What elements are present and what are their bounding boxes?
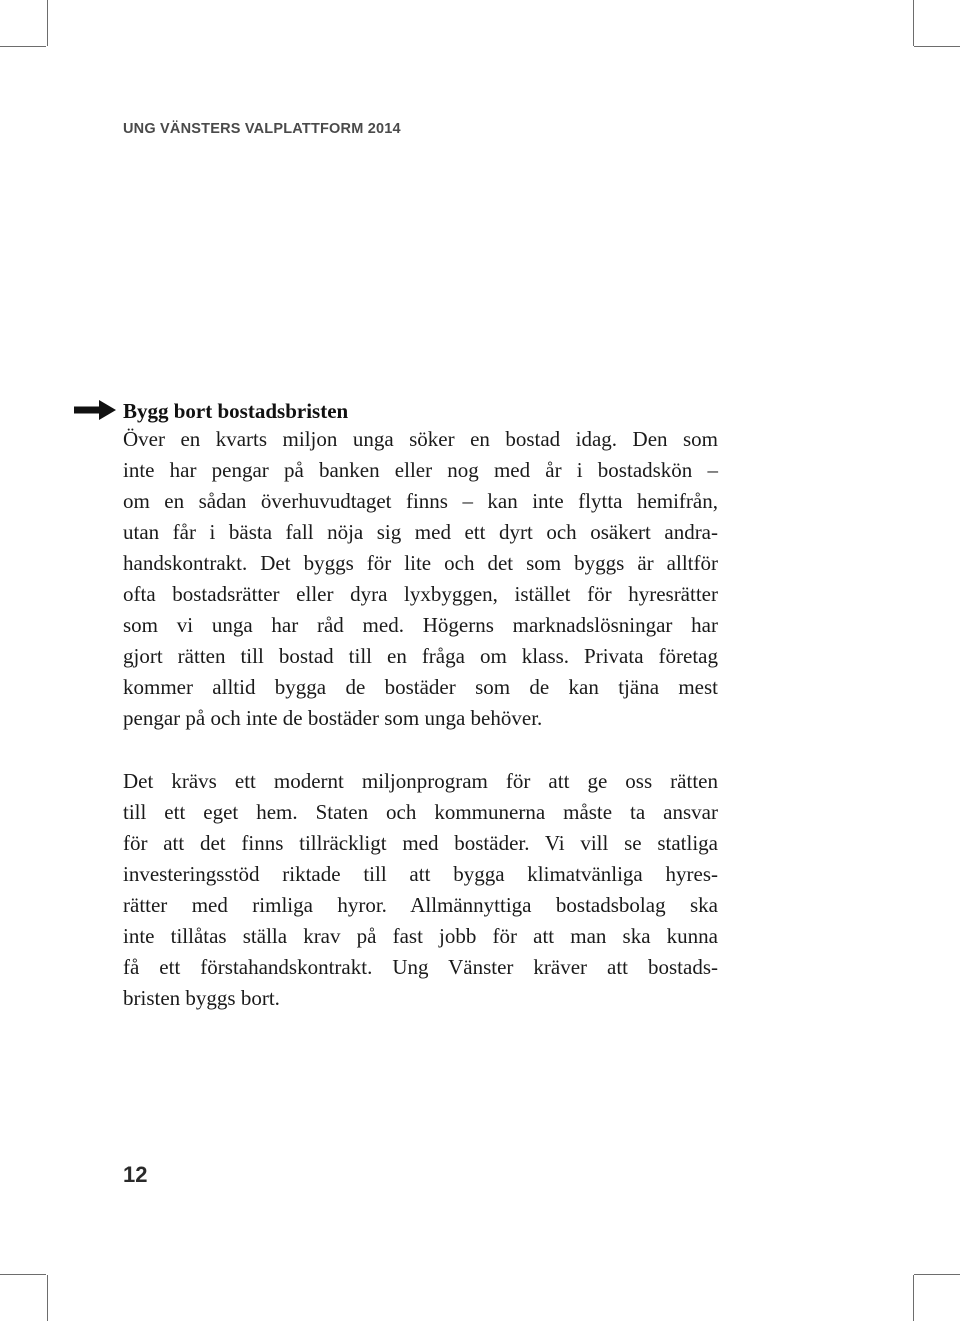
crop-mark-bottom-left-vertical <box>47 1275 48 1321</box>
text-line: om en sådan överhuvudtaget finns – kan inte flytta hemifrån, <box>123 489 718 513</box>
text-line: få ett förstahandskontrakt. Ung Vänster kräver att bostads- <box>123 955 718 979</box>
crop-mark-bottom-right-horizontal <box>914 1274 960 1275</box>
body-paragraph-2 <box>123 766 718 1014</box>
text-line: pengar på och inte de bostäder som unga behöver. <box>123 706 543 730</box>
text-line: gjort rätten till bostad till en fråga om klass. Privata företag <box>123 644 718 668</box>
text-line: inte har pengar på banken eller nog med år i bostadskön – <box>123 458 718 482</box>
page-number: 12 <box>123 1162 148 1187</box>
crop-mark-top-left-vertical <box>47 0 48 46</box>
text-line: inte tillåtas ställa krav på fast jobb för att man ska kunna <box>123 924 718 948</box>
crop-mark-bottom-left-horizontal <box>0 1274 46 1275</box>
section-heading: Bygg bort bostadsbristen <box>123 399 349 423</box>
text-line: handskontrakt. Det byggs för lite och det som byggs är alltför <box>123 551 718 575</box>
body-paragraph-1 <box>123 424 718 734</box>
text-line: till ett eget hem. Staten och kommunerna måste ta ansvar <box>123 800 718 824</box>
text-line: rätter med rimliga hyror. Allmännyttiga bostadsbolag ska <box>123 893 718 917</box>
crop-mark-top-right-vertical <box>913 0 914 46</box>
crop-mark-top-left-horizontal <box>0 46 46 47</box>
text-line: kommer alltid bygga de bostäder som de kan tjäna mest <box>123 675 718 699</box>
text-line: bristen byggs bort. <box>123 986 280 1010</box>
text-line: Det krävs ett modernt miljonprogram för att ge oss rätten <box>123 769 718 793</box>
text-line: för att det finns tillräckligt med bostäder. Vi vill se statliga <box>123 831 718 855</box>
text-line: utan får i bästa fall nöja sig med ett dyrt och osäkert andra- <box>123 520 718 544</box>
arrow-right-icon <box>72 398 118 422</box>
running-head: UNG VÄNSTERS VALPLATTFORM 2014 <box>123 121 401 137</box>
crop-mark-bottom-right-vertical <box>913 1275 914 1321</box>
text-line: Över en kvarts miljon unga söker en bostad idag. Den som <box>123 427 718 451</box>
text-line: som vi unga har råd med. Högerns marknadslösningar har <box>123 613 718 637</box>
text-line: investeringsstöd riktade till att bygga klimatvänliga hyres- <box>123 862 718 886</box>
text-line: ofta bostadsrätter eller dyra lyxbyggen, istället för hyresrätter <box>123 582 718 606</box>
crop-mark-top-right-horizontal <box>914 46 960 47</box>
